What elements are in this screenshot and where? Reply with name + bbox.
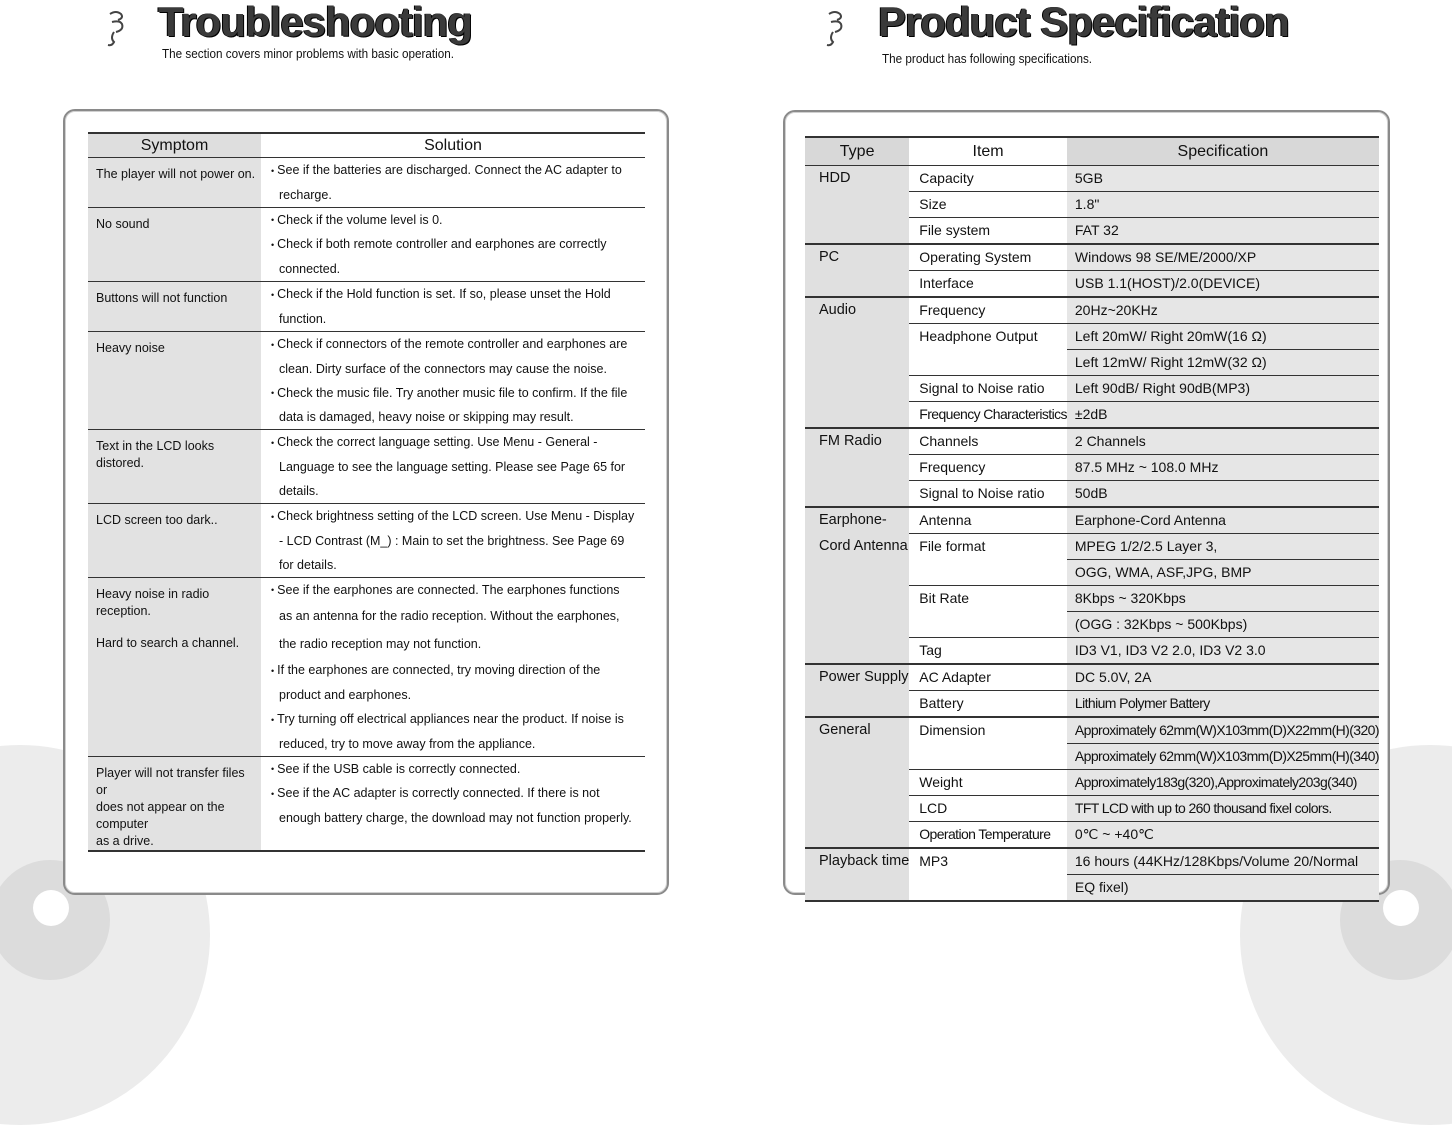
item-cell: Bit Rate	[909, 586, 1067, 612]
table-row	[805, 481, 1379, 508]
table-row	[805, 664, 1379, 691]
solution-header: Solution	[261, 133, 645, 158]
solution-cell	[261, 207, 645, 281]
solution-text: • Check if connectors of the remote controller and earphones are	[261, 332, 645, 357]
item-cell: Capacity	[909, 166, 1067, 192]
item-cell	[909, 612, 1067, 638]
solution-text: • Try turning off electrical appliances near the product. If noise is	[261, 707, 645, 732]
table-row	[805, 848, 1379, 875]
spec-cell: 0℃ ~ +40℃	[1067, 822, 1379, 849]
table-row	[805, 324, 1379, 350]
solution-cell	[261, 577, 645, 756]
solution-text: clean. Dirty surface of the connectors may cause the noise.	[279, 361, 607, 376]
solution-text: • Check if the volume level is 0.	[261, 208, 645, 233]
table-row	[805, 166, 1379, 192]
table-row	[805, 402, 1379, 429]
item-cell: LCD	[909, 796, 1067, 822]
spec-cell: USB 1.1(HOST)/2.0(DEVICE)	[1067, 271, 1379, 298]
item-cell: Size	[909, 192, 1067, 218]
item-cell: Weight	[909, 770, 1067, 796]
item-cell: Battery	[909, 691, 1067, 718]
symptom-cell	[88, 577, 261, 756]
spec-cell: Left 12mW/ Right 12mW(32 Ω)	[1067, 350, 1379, 376]
spec-cell: Earphone-Cord Antenna	[1067, 507, 1379, 534]
specification-title: Product Specification	[878, 0, 1289, 45]
symptom-text: The player will not power on.	[96, 167, 256, 181]
solution-cell	[261, 282, 645, 332]
solution-text: • Check the correct language setting. Use Menu - General -	[261, 430, 645, 455]
table-row	[88, 158, 645, 208]
solution-text: - LCD Contrast (M_) : Main to set the brightness. See Page 69	[279, 533, 625, 548]
item-cell: Signal to Noise ratio	[909, 376, 1067, 402]
type-cell: PC	[805, 244, 909, 271]
table-row	[805, 297, 1379, 324]
hook-icon	[823, 8, 847, 48]
symptom-text: Hard to search a channel.	[96, 635, 240, 650]
solution-text: • Check the music file. Try another music file to confirm. If the file	[261, 381, 645, 406]
table-row	[805, 218, 1379, 245]
item-cell: Dimension	[909, 717, 1067, 744]
symptom-text: Text in the LCD looks distored.	[96, 439, 215, 471]
symptom-cell	[88, 430, 261, 504]
item-cell: Frequency	[909, 297, 1067, 324]
item-cell: Interface	[909, 271, 1067, 298]
symptom-cell	[88, 503, 261, 577]
spec-cell: Left 90dB/ Right 90dB(MP3)	[1067, 376, 1379, 402]
symptom-text: Buttons will not function	[96, 291, 228, 306]
troubleshooting-title: Troubleshooting	[158, 0, 472, 45]
table-row	[805, 455, 1379, 481]
table-row	[805, 770, 1379, 796]
table-row	[88, 430, 645, 504]
type-cell	[805, 481, 909, 508]
item-cell	[909, 875, 1067, 902]
type-header: Type	[805, 137, 909, 166]
table-row	[805, 612, 1379, 638]
symptom-cell	[88, 207, 261, 281]
spec-cell: 8Kbps ~ 320Kbps	[1067, 586, 1379, 612]
background-dot-right	[1383, 890, 1419, 926]
table-header-row	[805, 137, 1379, 166]
solution-text: • Check if both remote controller and earphones are correctly	[261, 232, 645, 257]
solution-text: • See if the AC adapter is correctly connected. If there is not	[261, 781, 645, 806]
table-row	[805, 192, 1379, 218]
solution-text: connected.	[279, 262, 341, 277]
type-cell	[805, 560, 909, 586]
table-row	[805, 822, 1379, 849]
table-row	[805, 586, 1379, 612]
item-header: Item	[909, 137, 1067, 166]
symptom-header: Symptom	[88, 133, 261, 158]
solution-text: data is damaged, heavy noise or skipping may result.	[279, 410, 574, 425]
symptom-text: No sound	[96, 216, 150, 231]
solution-text: enough battery charge, the download may not function properly.	[279, 811, 632, 826]
table-row	[805, 691, 1379, 718]
spec-cell: DC 5.0V, 2A	[1067, 664, 1379, 691]
table-row	[805, 560, 1379, 586]
solution-text: • If the earphones are connected, try moving direction of the	[261, 658, 645, 683]
table-row	[805, 350, 1379, 376]
table-row	[88, 577, 645, 756]
solution-text: • Check if the Hold function is set. If so, please unset the Hold	[261, 282, 645, 307]
table-header-row	[88, 133, 645, 158]
type-cell	[805, 324, 909, 350]
solution-text: the radio reception may not function.	[279, 637, 482, 652]
table-row	[805, 717, 1379, 744]
table-row	[88, 331, 645, 429]
spec-header: Specification	[1067, 137, 1379, 166]
type-cell	[805, 586, 909, 612]
item-cell: Antenna	[909, 507, 1067, 534]
spec-cell: 20Hz~20KHz	[1067, 297, 1379, 324]
table-row	[88, 756, 645, 851]
type-cell	[805, 455, 909, 481]
symptom-cell	[88, 158, 261, 208]
type-cell: Audio	[805, 297, 909, 324]
table-row	[805, 875, 1379, 902]
table-row	[805, 534, 1379, 560]
solution-cell	[261, 503, 645, 577]
table-row	[88, 207, 645, 281]
table-row	[805, 271, 1379, 298]
troubleshooting-subtitle: The section covers minor problems with basic operation.	[162, 46, 454, 61]
solution-cell	[261, 331, 645, 429]
spec-cell: (OGG : 32Kbps ~ 500Kbps)	[1067, 612, 1379, 638]
item-cell: File format	[909, 534, 1067, 560]
table-row	[805, 376, 1379, 402]
solution-cell	[261, 430, 645, 504]
item-cell: Frequency Characteristics	[909, 402, 1067, 429]
type-cell	[805, 350, 909, 376]
type-cell: Playback time	[805, 848, 909, 875]
type-cell	[805, 612, 909, 638]
item-cell: Channels	[909, 428, 1067, 455]
spec-cell: Approximately183g(320),Approximately203g(340)	[1067, 770, 1379, 796]
item-cell	[909, 744, 1067, 770]
spec-cell: 1.8"	[1067, 192, 1379, 218]
symptom-text: Heavy noise	[96, 340, 165, 355]
solution-text: • See if the USB cable is correctly connected.	[261, 757, 645, 782]
solution-cell	[261, 158, 645, 208]
symptom-cell	[88, 282, 261, 332]
solution-text: details.	[279, 483, 319, 498]
symptom-text: Player will not transfer files or	[96, 765, 245, 797]
type-cell	[805, 691, 909, 718]
type-cell	[805, 822, 909, 849]
spec-cell: 16 hours (44KHz/128Kbps/Volume 20/Normal	[1067, 848, 1379, 875]
solution-text: function.	[279, 311, 327, 326]
table-row	[805, 428, 1379, 455]
table-row	[88, 282, 645, 332]
table-row	[805, 744, 1379, 770]
spec-cell: Windows 98 SE/ME/2000/XP	[1067, 244, 1379, 271]
table-row	[805, 796, 1379, 822]
solution-text: • Check brightness setting of the LCD screen. Use Menu - Display	[261, 504, 645, 529]
symptom-text: Heavy noise in radio reception.	[96, 586, 210, 618]
spec-cell: FAT 32	[1067, 218, 1379, 245]
spec-cell: 5GB	[1067, 166, 1379, 192]
item-cell: Operating System	[909, 244, 1067, 271]
spec-cell: Left 20mW/ Right 20mW(16 Ω)	[1067, 324, 1379, 350]
item-cell: Headphone Output	[909, 324, 1067, 350]
symptom-cell	[88, 331, 261, 429]
type-cell	[805, 402, 909, 429]
spec-cell: 87.5 MHz ~ 108.0 MHz	[1067, 455, 1379, 481]
type-cell	[805, 744, 909, 770]
item-cell	[909, 350, 1067, 376]
solution-text: reduced, try to move away from the appliance.	[279, 736, 536, 751]
solution-cell	[261, 756, 645, 851]
spec-cell: ID3 V1, ID3 V2 2.0, ID3 V2 3.0	[1067, 638, 1379, 665]
solution-text: • See if the batteries are discharged. Connect the AC adapter to	[261, 158, 645, 183]
table-row	[805, 507, 1379, 534]
item-cell: Frequency	[909, 455, 1067, 481]
item-cell: Signal to Noise ratio	[909, 481, 1067, 508]
solution-text: recharge.	[279, 187, 332, 202]
spec-cell: Approximately 62mm(W)X103mm(D)X22mm(H)(320)	[1067, 717, 1379, 744]
type-cell: Power Supply	[805, 664, 909, 691]
item-cell: Operation Temperature	[909, 822, 1067, 849]
spec-cell: 2 Channels	[1067, 428, 1379, 455]
type-cell: Cord Antenna	[805, 534, 909, 560]
symptom-cell	[88, 756, 261, 851]
spec-cell: 50dB	[1067, 481, 1379, 508]
symptom-text: as a drive.	[96, 833, 154, 848]
spec-cell: ±2dB	[1067, 402, 1379, 429]
item-cell: File system	[909, 218, 1067, 245]
specification-subtitle: The product has following specifications.	[882, 51, 1093, 66]
spec-cell: Approximately 62mm(W)X103mm(D)X25mm(H)(340)	[1067, 744, 1379, 770]
spec-cell: Lithium Polymer Battery	[1067, 691, 1379, 718]
symptom-text: LCD screen too dark..	[96, 512, 218, 527]
table-row	[88, 503, 645, 577]
type-cell: General	[805, 717, 909, 744]
solution-text: • See if the earphones are connected. The earphones functions	[261, 578, 645, 603]
spec-cell: EQ fixel)	[1067, 875, 1379, 902]
item-cell	[909, 560, 1067, 586]
type-cell	[805, 192, 909, 218]
spec-cell: MPEG 1/2/2.5 Layer 3,	[1067, 534, 1379, 560]
spec-cell: OGG, WMA, ASF,JPG, BMP	[1067, 560, 1379, 586]
item-cell: MP3	[909, 848, 1067, 875]
type-cell	[805, 875, 909, 902]
type-cell: FM Radio	[805, 428, 909, 455]
table-row	[805, 638, 1379, 665]
table-row	[805, 244, 1379, 271]
type-cell	[805, 770, 909, 796]
solution-text: as an antenna for the radio reception. Without the earphones,	[279, 609, 620, 624]
type-cell: HDD	[805, 166, 909, 192]
solution-text: for details.	[279, 557, 337, 572]
type-cell	[805, 218, 909, 245]
specification-table	[805, 136, 1379, 902]
solution-text: product and earphones.	[279, 688, 412, 703]
troubleshooting-table	[88, 132, 645, 852]
item-cell: AC Adapter	[909, 664, 1067, 691]
type-cell	[805, 376, 909, 402]
item-cell: Tag	[909, 638, 1067, 665]
background-dot-left	[33, 890, 69, 926]
spec-cell: TFT LCD with up to 260 thousand fixel colors.	[1067, 796, 1379, 822]
symptom-text: does not appear on the computer	[96, 799, 225, 831]
type-cell	[805, 638, 909, 665]
hook-icon	[104, 8, 128, 48]
solution-text: Language to see the language setting. Please see Page 65 for	[279, 459, 626, 474]
type-cell	[805, 796, 909, 822]
type-cell: Earphone-	[805, 507, 909, 534]
type-cell	[805, 271, 909, 298]
